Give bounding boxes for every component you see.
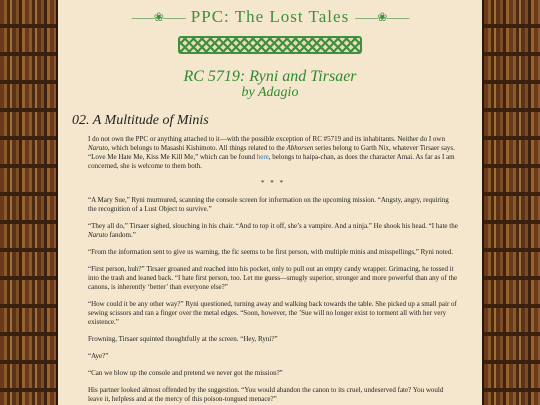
bookshelf-right-decoration <box>482 0 540 405</box>
site-header <box>58 0 482 34</box>
story-paragraph: “First person, huh?” Tirsaer groaned and reached into his pocket, only to pull out an empty candy wrapper. Grimacing, he tossed it into the trash and leaned back. “I hate first person, too. Let me guess—smugly superior, stronger and more powerful than any of the canons, is inherently ‘better’ than everyone else?” <box>88 265 458 291</box>
right-swirl-icon: ――❀―― <box>355 9 409 24</box>
left-swirl-icon: ――❀―― <box>131 9 185 24</box>
story-paragraph: “Can we blow up the console and pretend we never got the mission?” <box>88 369 283 377</box>
story-title: RC 5719: Ryni and Tirsaer <box>183 68 357 85</box>
story-paragraph: “Aye?” <box>88 352 109 360</box>
celtic-knot-divider <box>178 36 362 54</box>
story-paragraph: “How could it be any other way?” Ryni questioned, turning away and walking back towards the table. She picked up a small pair of sewing scissors and ran a finger over the metal edges. “Soon, however, the ’Sue will no longer exist to torment all with her very existence.” <box>88 300 457 326</box>
story-paragraph: His partner looked almost offended by the suggestion. “You would abandon the canon to its cruel, undeserved fate? You would leave it, helpless and at the mercy of this poison-tongued menace?” <box>88 386 444 403</box>
story-paragraph: “From the information sent to give us warning, the fic seems to be first person, with multiple minis and misspellings,” Ryni noted. <box>88 248 454 256</box>
site-title: PPC: The Lost Tales <box>190 7 350 26</box>
chapter-heading: 02. A Multitude of Minis <box>72 113 209 128</box>
story-body <box>88 135 458 404</box>
story-paragraph: “They all do,” Tirsaer sighed, slouching in his chair. “And to top it off, she’s a vampire. And a ninja.” He shook his head. “I hate the Naruto fandom.” <box>88 222 458 239</box>
bookshelf-left-decoration <box>0 0 58 405</box>
story-paragraph: “A Mary Sue,” Ryni murmured, scanning the console screen for information on the upcoming mission. “Angsty, angry, requiring the recognition of a Lust Object to survive.” <box>88 196 449 213</box>
here-link[interactable]: here <box>256 153 269 161</box>
story-paragraph: Frowning, Tirsaer squinted thoughtfully at the screen. “Hey, Ryni?” <box>88 335 278 343</box>
disclaimer: I do not own the PPC or anything attached to it—with the possible exception of RC #5719 and its inhabitants. Neither do I own Naruto, which belongs to Masashi Kishimoto. All things related to the Abhorsen series belong to Garth Nix, whatever Tirsaer says. “Love Me Hate Me, Kiss Me Kill Me,” which can be found here, belongs to haipa-chan, as does the character Amai. As far as I am concerned, she is welcome to them both. <box>88 135 455 170</box>
page-content <box>58 0 482 405</box>
story-author: by Adagio <box>241 85 299 100</box>
section-separator: * * * <box>261 179 285 187</box>
